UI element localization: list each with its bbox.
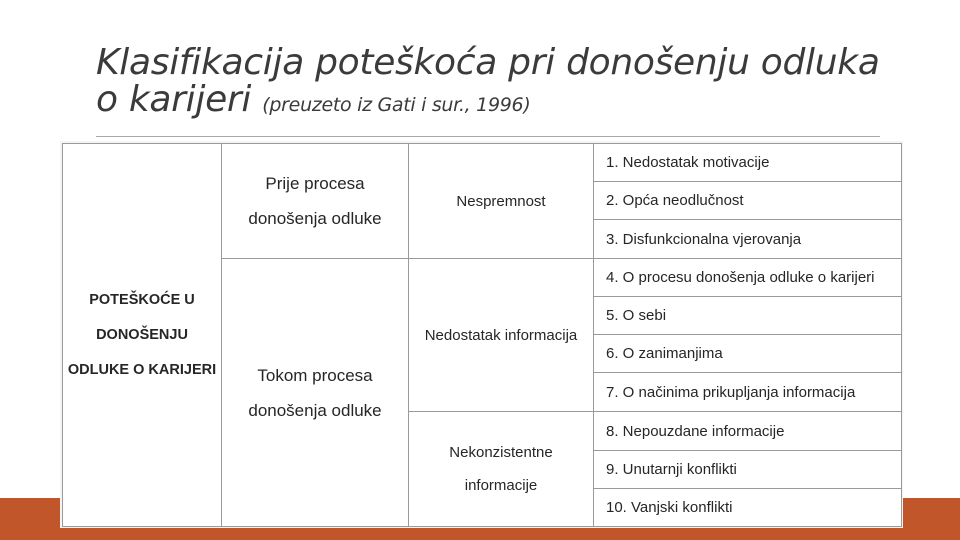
item-4: 4. O procesu donošenja odluke o karijeri — [594, 259, 902, 297]
item-9: 9. Unutarnji konflikti — [594, 451, 902, 489]
item-6: 6. O zanimanjima — [594, 335, 902, 373]
phase-during-line-2: donošenja odluke — [248, 400, 382, 420]
main-label-line-1: POTEŠKOĆE U — [89, 291, 195, 308]
item-8: 8. Nepouzdane informacije — [594, 412, 902, 451]
main-label-line-2: DONOŠENJU — [96, 326, 188, 343]
title-line-2 — [96, 79, 896, 123]
category-nedostatak-cell — [409, 259, 594, 412]
classification-table — [62, 143, 902, 527]
item-1: 1. Nedostatak motivacije — [594, 144, 902, 182]
title-source: (preuzeto iz Gati i sur., 1996) — [262, 94, 531, 116]
title-line-2-main: o karijeri — [96, 79, 252, 120]
phase-before-cell — [222, 144, 409, 259]
category-nespremnost-label: Nespremnost — [456, 192, 546, 210]
phase-before-line-1: Prije procesa — [265, 174, 365, 193]
title-line-1: Klasifikacija poteškoća pri donošenju odluka — [96, 42, 880, 83]
category-nekonzistentne-cell — [409, 412, 594, 527]
main-label-cell — [63, 144, 222, 527]
category-nedostatak-label: Nedostatak informacija — [424, 326, 578, 344]
phase-during-line-1: Tokom procesa — [257, 365, 373, 385]
phase-during-cell — [222, 259, 409, 527]
item-2: 2. Opća neodlučnost — [594, 182, 902, 220]
item-3: 3. Disfunkcionalna vjerovanja — [594, 220, 902, 259]
item-7: 7. O načinima prikupljanja informacija — [594, 373, 902, 412]
category-nespremnost-cell — [409, 144, 594, 259]
main-label-line-3: ODLUKE O KARIJERI — [67, 361, 217, 378]
item-5: 5. O sebi — [594, 297, 902, 335]
category-nekonzistentne-line-1: Nekonzistentne — [449, 444, 553, 461]
category-nekonzistentne-line-2: informacije — [464, 477, 538, 494]
title-divider — [96, 136, 880, 137]
item-10: 10. Vanjski konflikti — [594, 489, 902, 527]
slide-title — [96, 44, 896, 123]
phase-before-line-2: donošenja odluke — [248, 209, 382, 228]
